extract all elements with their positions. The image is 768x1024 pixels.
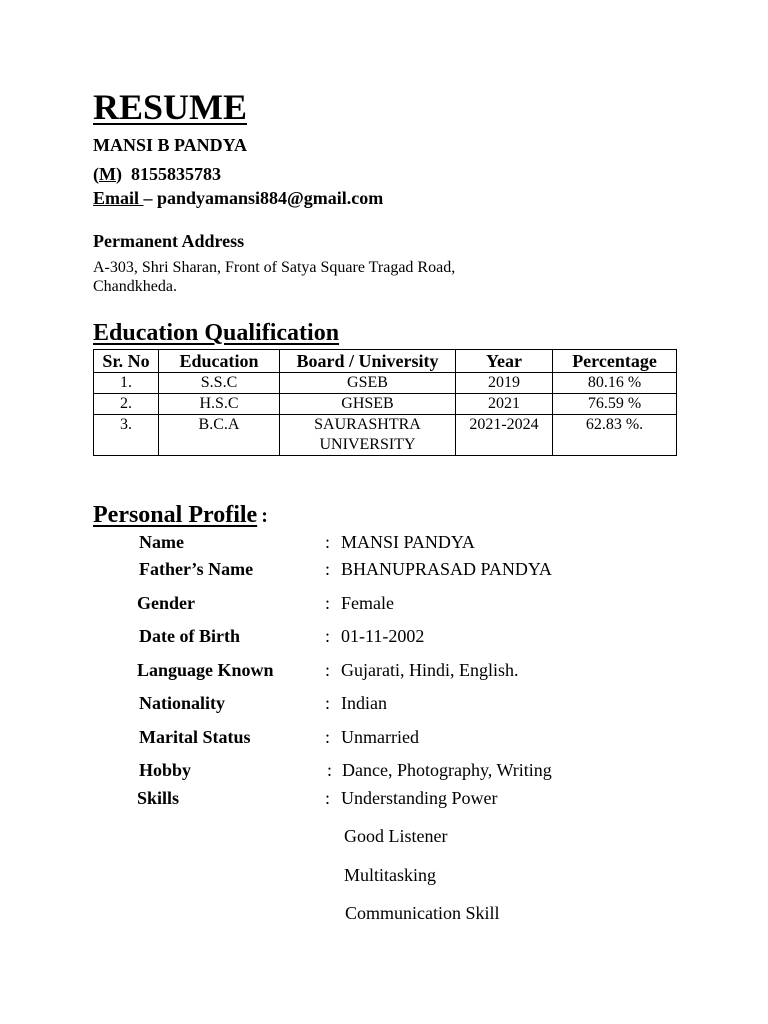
mobile-paren-open: ( (93, 164, 99, 184)
profile-label-skills: Skills (137, 788, 180, 808)
table-cell: 62.83 %. (553, 415, 677, 456)
table-cell: GHSEB (280, 394, 456, 415)
table-cell: B.C.A (159, 415, 280, 456)
email-separator: – (143, 188, 158, 208)
table-cell: GSEB (280, 373, 456, 394)
profile-separator: : (325, 626, 331, 646)
profile-separator: : (325, 727, 331, 747)
table-row (94, 373, 677, 394)
profile-separator: : (325, 693, 331, 713)
personal-profile-heading-line (93, 502, 268, 529)
skill-item: Communication Skill (345, 903, 500, 923)
table-cell: 2. (94, 394, 159, 415)
address-heading: Permanent Address (93, 231, 245, 251)
profile-separator: : (325, 532, 331, 552)
column-header: Year (456, 350, 553, 373)
address-text: A-303, Shri Sharan, Front of Satya Square Tragad Road, Chandkheda. (93, 259, 456, 295)
profile-label-father: Father’s Name (139, 559, 254, 579)
education-heading: Education Qualification (93, 320, 340, 346)
mobile-paren-close: ) (116, 164, 122, 184)
mobile-line (93, 164, 221, 185)
candidate-name: MANSI B PANDYA (93, 135, 248, 155)
profile-value-marital: Unmarried (341, 727, 419, 747)
education-table-header (94, 350, 677, 373)
column-header: Education (159, 350, 280, 373)
email-line (93, 188, 383, 209)
profile-label-nationality: Nationality (139, 693, 226, 713)
skill-item: Good Listener (344, 826, 448, 846)
table-row (94, 415, 677, 456)
profile-separator: : (325, 559, 331, 579)
resume-title: RESUME (93, 87, 248, 127)
profile-value-language: Gujarati, Hindi, English. (341, 660, 519, 680)
education-table (93, 349, 677, 456)
profile-value-nationality: Indian (341, 693, 387, 713)
profile-label-name: Name (139, 532, 184, 552)
profile-separator: : (325, 660, 331, 680)
profile-separator: : (325, 788, 331, 808)
profile-separator: : (327, 760, 333, 780)
profile-separator: : (325, 593, 331, 613)
table-cell: 2021-2024 (456, 415, 553, 456)
profile-value-name: MANSI PANDYA (341, 532, 475, 552)
table-cell: 3. (94, 415, 159, 456)
column-header: Sr. No (94, 350, 159, 373)
personal-profile-heading: Personal Profile (93, 502, 258, 528)
profile-value-gender: Female (341, 593, 394, 613)
column-header: Board / University (280, 350, 456, 373)
profile-value-hobby: Dance, Photography, Writing (342, 760, 552, 780)
table-cell: S.S.C (159, 373, 280, 394)
profile-label-gender: Gender (137, 593, 195, 613)
profile-label-marital: Marital Status (139, 727, 251, 747)
email-label: Email (93, 188, 144, 208)
skill-item: Multitasking (344, 865, 437, 885)
personal-profile-colon: : (261, 505, 268, 527)
profile-label-hobby: Hobby (139, 760, 192, 780)
profile-label-language: Language Known (137, 660, 274, 680)
table-row (94, 394, 677, 415)
column-header: Percentage (553, 350, 677, 373)
mobile-number: 8155835783 (131, 164, 221, 184)
email-value: pandyamansi884@gmail.com (157, 188, 384, 208)
table-cell: 2019 (456, 373, 553, 394)
profile-value-father: BHANUPRASAD PANDYA (341, 559, 552, 579)
table-cell: 76.59 % (553, 394, 677, 415)
table-cell: 1. (94, 373, 159, 394)
profile-label-dob: Date of Birth (139, 626, 240, 646)
table-cell: 80.16 % (553, 373, 677, 394)
table-cell: SAURASHTRA UNIVERSITY (280, 415, 456, 456)
table-cell: H.S.C (159, 394, 280, 415)
table-cell: 2021 (456, 394, 553, 415)
profile-value-skills: Understanding Power (341, 788, 498, 808)
profile-value-dob: 01-11-2002 (341, 626, 425, 646)
mobile-label: M (99, 164, 116, 184)
